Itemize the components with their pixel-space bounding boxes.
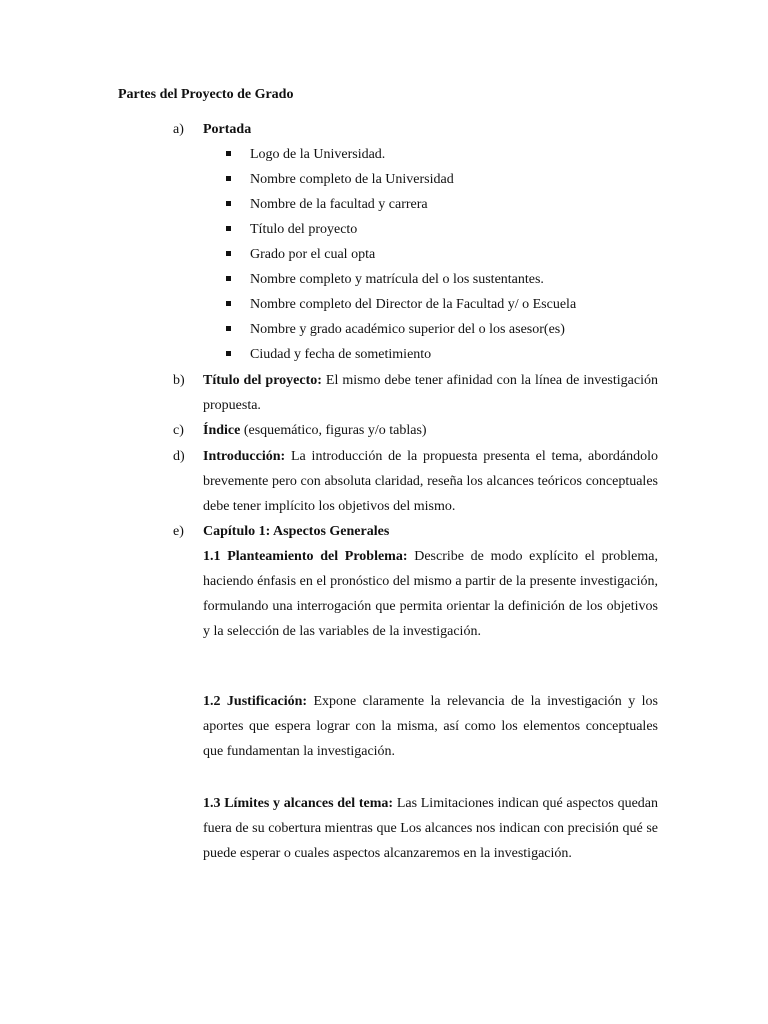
page-title: Partes del Proyecto de Grado <box>118 87 294 102</box>
item-letter-e: e) <box>173 524 184 539</box>
square-bullet-icon <box>226 151 231 156</box>
item-letter-c: c) <box>173 423 184 438</box>
square-bullet-icon <box>226 301 231 306</box>
bullet-text: Nombre y grado académico superior del o los asesor(es) <box>250 322 565 337</box>
bullet-text: Nombre completo del Director de la Facultad y/ o Escuela <box>250 297 577 312</box>
bullet-text: Título del proyecto <box>250 222 358 237</box>
item-heading-portada <box>203 117 658 142</box>
capitulo-heading: Capítulo 1: Aspectos Generales <box>203 524 390 539</box>
item-letter-d: d) <box>173 449 185 464</box>
bullet-text: Nombre de la facultad y carrera <box>250 197 428 212</box>
square-bullet-icon <box>226 201 231 206</box>
subsection-heading: 1.2 Justificación: <box>203 694 308 709</box>
introduccion-text: La introducción de la propuesta presenta el tema, abordándolo brevemente pero con absoluta claridad, reseña los alcances teóricos conceptuales debe tener implícito los objetivos del mismo. <box>203 449 659 514</box>
item-introduccion <box>203 444 658 519</box>
subsection-text: Expone claramente la relevancia de la investigación y los aportes que espera lograr con la misma, así como los elementos conceptuales que fundamentan la investigación. <box>203 694 659 759</box>
bullet-text: Logo de la Universidad. <box>250 147 386 162</box>
square-bullet-icon <box>226 176 231 181</box>
subsection-heading: 1.1 Planteamiento del Problema: <box>203 549 408 564</box>
bullet-text: Ciudad y fecha de sometimiento <box>250 347 432 362</box>
square-bullet-icon <box>226 226 231 231</box>
bullet-text: Nombre completo y matrícula del o los sustentantes. <box>250 272 544 287</box>
titulo-heading: Título del proyecto: <box>203 373 322 388</box>
item-indice <box>203 418 658 443</box>
subsection-limites-alcances <box>203 791 658 866</box>
portada-heading: Portada <box>203 122 252 137</box>
square-bullet-icon <box>226 276 231 281</box>
titulo-text: El mismo debe tener afinidad con la línea de investigación propuesta. <box>203 373 658 413</box>
bullet-text: Nombre completo de la Universidad <box>250 172 454 187</box>
square-bullet-icon <box>226 351 231 356</box>
subsection-justificacion <box>203 689 658 764</box>
subsection-text: Describe de modo explícito el problema, haciendo énfasis en el pronóstico del mismo a partir de la presente investigación, formulando una interrogación que permita orientar la definición de los objetivos y la selección de las variables de la investigación. <box>203 549 658 639</box>
square-bullet-icon <box>226 326 231 331</box>
subsection-text: Las Limitaciones indican qué aspectos quedan fuera de su cobertura mientras que Los alcances nos indican con precisión qué se puede esperar o cuales aspectos alcanzaremos en la investigación. <box>203 796 659 861</box>
indice-text: (esquemático, figuras y/o tablas) <box>243 423 427 438</box>
bullet-text: Grado por el cual opta <box>250 247 376 262</box>
subsection-planteamiento <box>203 544 658 644</box>
introduccion-heading: Introducción: <box>203 449 286 464</box>
item-titulo-proyecto <box>203 368 658 418</box>
item-capitulo-1 <box>203 519 658 544</box>
item-letter-a: a) <box>173 122 184 137</box>
item-letter-b: b) <box>173 373 185 388</box>
subsection-heading: 1.3 Límites y alcances del tema: <box>203 796 394 811</box>
indice-heading: Índice <box>203 423 241 438</box>
square-bullet-icon <box>226 251 231 256</box>
